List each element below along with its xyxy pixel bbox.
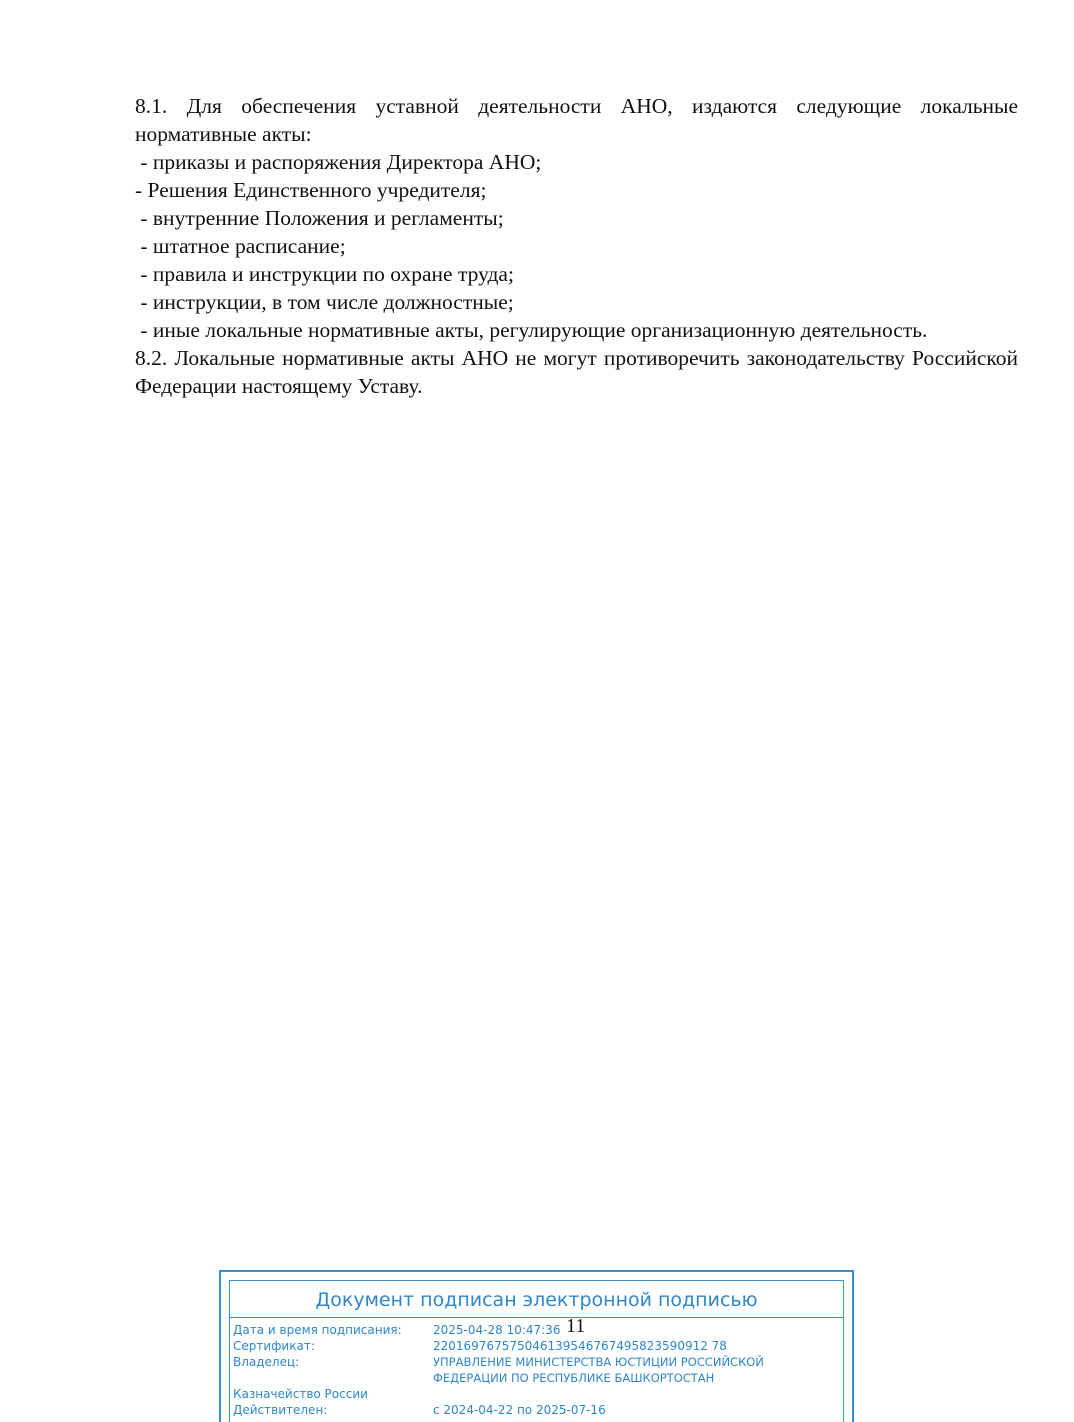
issuer: Казначейство России	[233, 1387, 368, 1401]
list-item: - Решения Единственного учредителя;	[135, 178, 487, 202]
paragraph-8-2: 8.2. Локальные нормативные акты АНО не могут противоречить законодательству Российской Федерации настоящему Уставу.	[135, 346, 1018, 398]
stamp-row-owner-cont	[233, 1370, 843, 1386]
owner-value-line2: ФЕДЕРАЦИИ ПО РЕСПУБЛИКЕ БАШКОРТОСТАН	[433, 1371, 715, 1385]
list-item: - инструкции, в том числе должностные;	[135, 290, 514, 314]
valid-value: с 2024-04-22 по 2025-07-16	[433, 1403, 606, 1417]
stamp-row-certificate	[233, 1338, 843, 1354]
certificate-value: 220169767575046139546767495823590912 78	[433, 1339, 727, 1353]
list-item: - приказы и распоряжения Директора АНО;	[135, 150, 542, 174]
stamp-details	[230, 1318, 843, 1418]
stamp-row-issuer	[233, 1386, 843, 1402]
electronic-signature-stamp	[219, 1270, 854, 1422]
paragraph-8-1: 8.1. Для обеспечения уставной деятельности АНО, издаются следующие локальные нормативные акты:	[135, 94, 1018, 146]
document-body	[135, 92, 1018, 400]
list-item: - штатное расписание;	[135, 234, 346, 258]
stamp-row-valid	[233, 1402, 843, 1418]
list-item: - правила и инструкции по охране труда;	[135, 262, 514, 286]
date-label: Дата и время подписания:	[233, 1323, 402, 1337]
stamp-row-date	[233, 1322, 843, 1338]
page-number: 11	[566, 1315, 586, 1337]
owner-value-line1: УПРАВЛЕНИЕ МИНИСТЕРСТВА ЮСТИЦИИ РОССИЙСКОЙ	[433, 1355, 764, 1369]
stamp-inner-frame	[229, 1280, 844, 1422]
certificate-label: Сертификат:	[233, 1339, 315, 1353]
owner-label: Владелец:	[233, 1355, 300, 1369]
stamp-title: Документ подписан электронной подписью	[230, 1281, 843, 1318]
list-item: - внутренние Положения и регламенты;	[135, 206, 504, 230]
list-item: - иные локальные нормативные акты, регулирующие организационную деятельность.	[135, 318, 928, 342]
date-value: 2025-04-28 10:47:36	[433, 1323, 561, 1337]
stamp-row-owner	[233, 1354, 843, 1370]
valid-label: Действителен:	[233, 1403, 328, 1417]
